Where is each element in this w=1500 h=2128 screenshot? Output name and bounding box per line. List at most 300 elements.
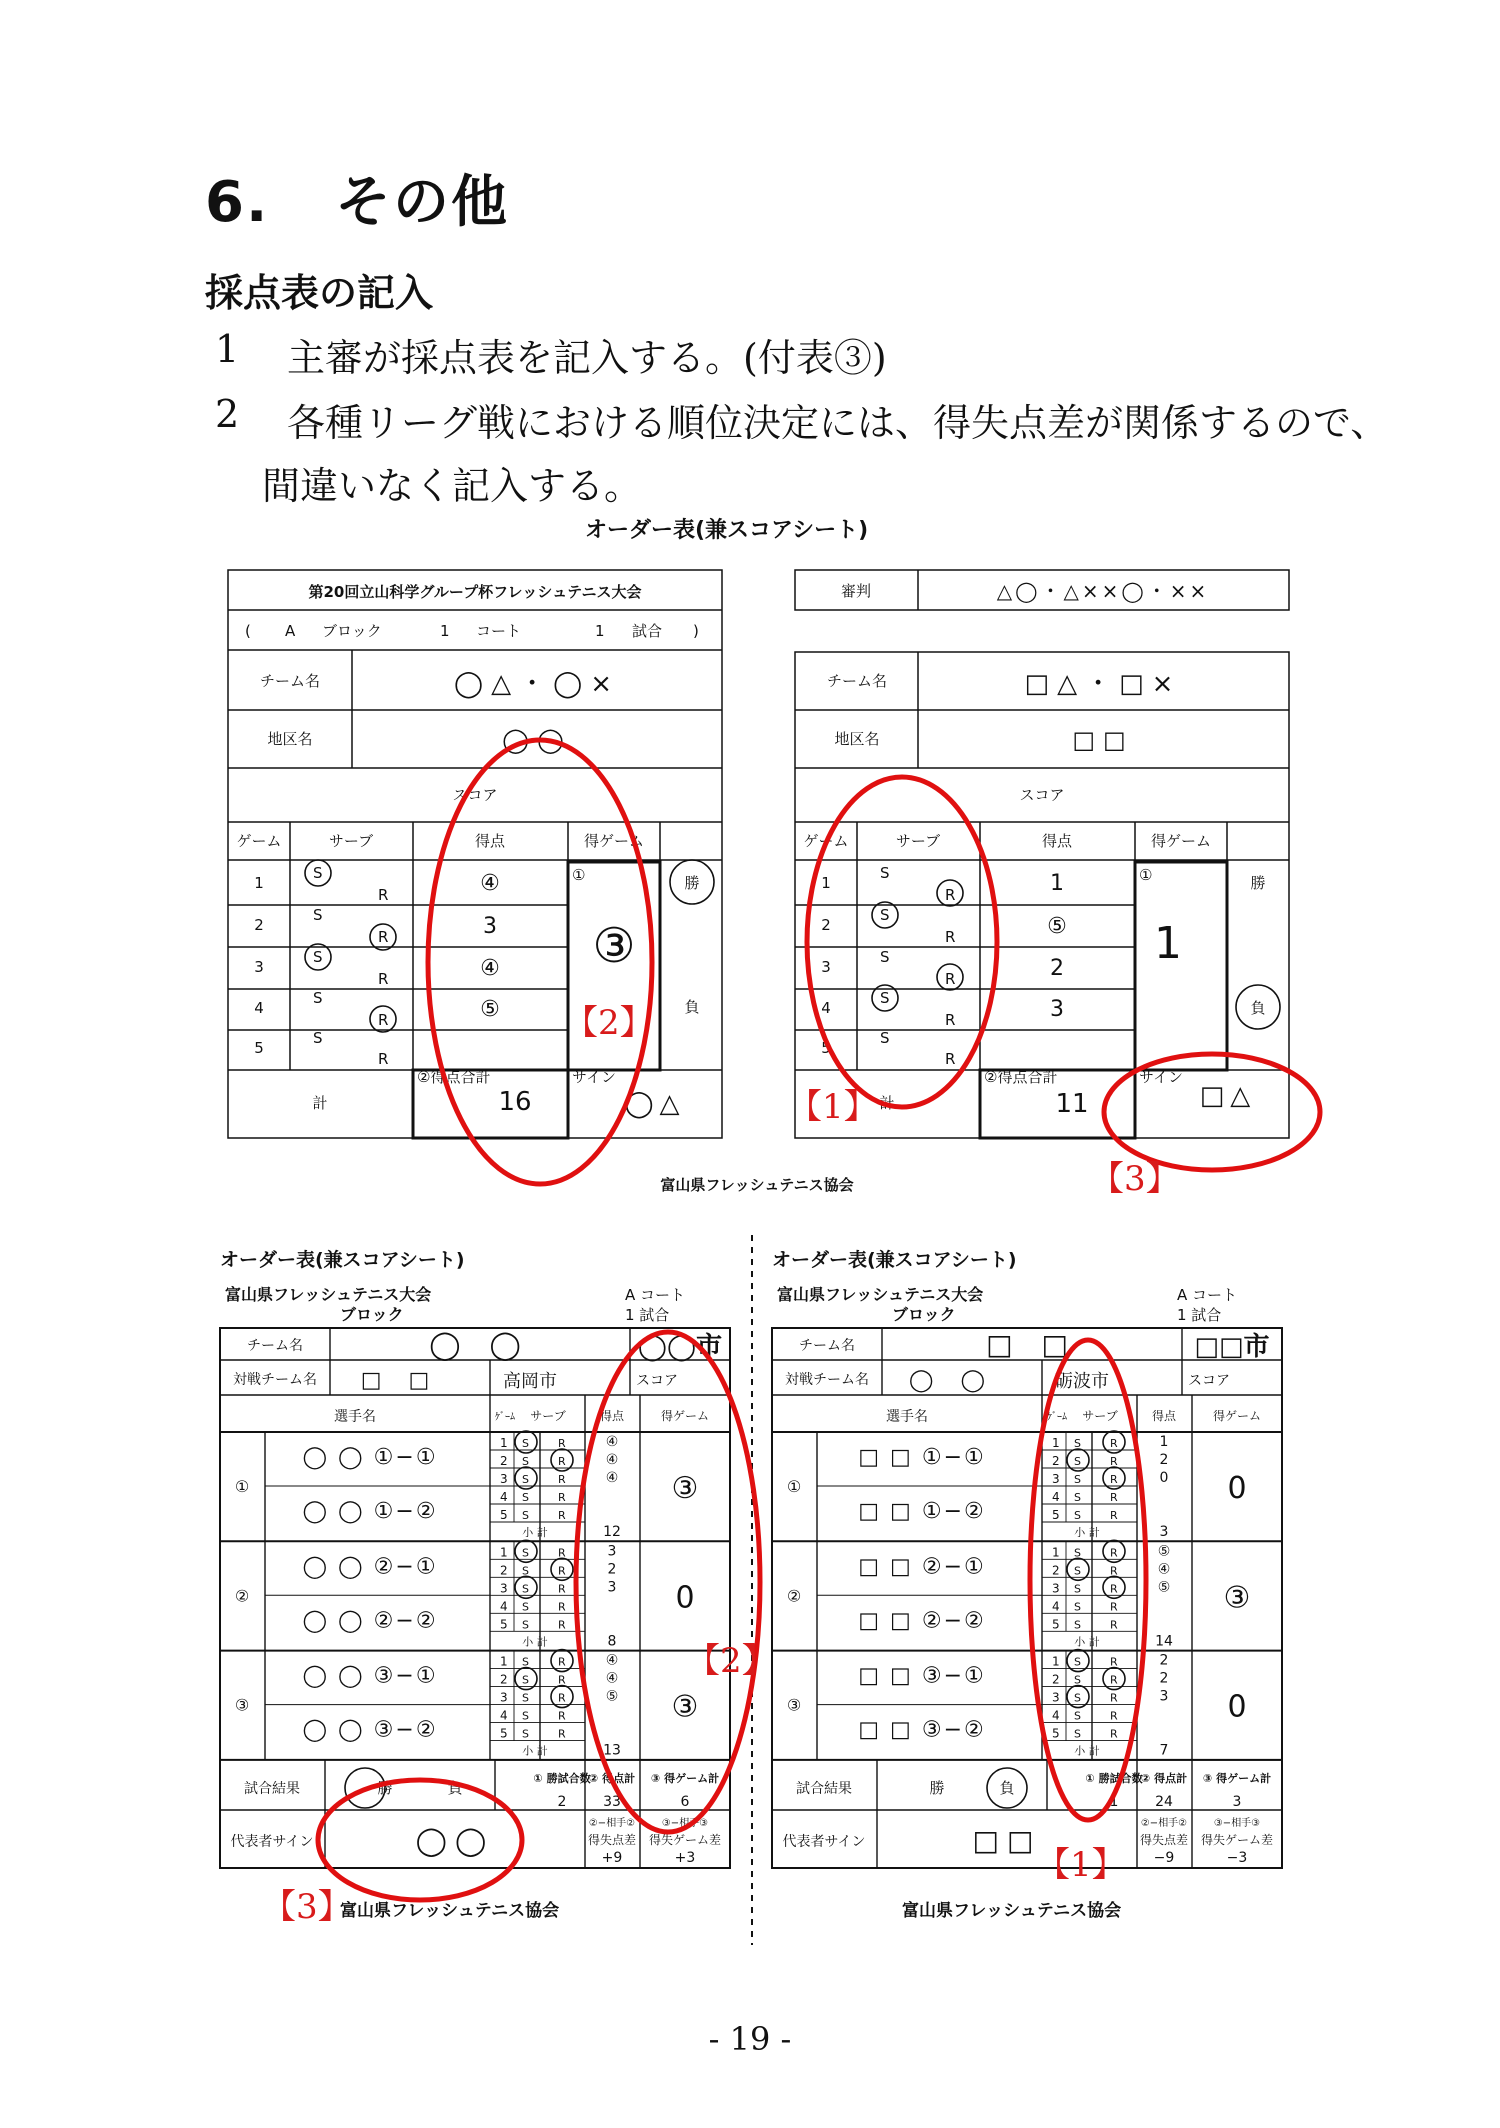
subtotal-label: 小 計	[522, 1744, 548, 1758]
point-value: ④	[605, 1434, 619, 1450]
game-number: 2	[821, 916, 831, 934]
serve-s: S	[1074, 1509, 1081, 1522]
serve-r: R	[1110, 1618, 1118, 1632]
left-region: ◯◯	[502, 726, 572, 754]
game-number: 1	[1052, 1436, 1060, 1450]
serve-s: S	[1074, 1437, 1081, 1450]
subtotal-value: 8	[607, 1633, 617, 1650]
total-label: 計	[879, 1094, 895, 1112]
serve-r: R	[945, 1011, 956, 1029]
point-value: 1	[1050, 871, 1064, 896]
point-value: ④	[605, 1452, 619, 1468]
item-2-text: 各種リーグ戦における順位決定には、得失点差が関係するので、	[287, 401, 1389, 445]
serve-r: R	[1110, 1455, 1118, 1468]
game-number: 2	[1052, 1563, 1060, 1578]
game-number: 4	[1052, 1599, 1060, 1614]
item-2-number: 2	[215, 392, 240, 436]
col-serve: サーブ	[530, 1409, 566, 1423]
game-number: 5	[1052, 1726, 1060, 1741]
game-number: 5	[821, 1039, 831, 1057]
serve-r: R	[558, 1546, 566, 1560]
wins-value: 1	[1109, 1794, 1119, 1810]
game-number: 3	[500, 1581, 508, 1596]
subtotal-label: 小 計	[1074, 1526, 1100, 1539]
serve-r: R	[945, 970, 956, 988]
serve-r: R	[558, 1691, 566, 1705]
opponent-city: 高岡市	[503, 1371, 557, 1392]
player-name: □ □ ②−②	[858, 1608, 986, 1634]
game-number: 3	[254, 958, 264, 976]
serve-r: R	[558, 1582, 566, 1596]
serve-s: S	[880, 948, 890, 966]
game-number: 1	[500, 1545, 508, 1560]
lose-label: 負	[999, 1779, 1015, 1797]
serve-s: S	[522, 1509, 529, 1522]
right-sign: □△	[1199, 1081, 1257, 1111]
game-number: 1	[1052, 1654, 1060, 1669]
game-number: 4	[500, 1490, 508, 1504]
subtotal-label: 小 計	[1074, 1744, 1100, 1758]
subtotal-value: 13	[603, 1742, 621, 1759]
point-value: 2	[1159, 1670, 1169, 1687]
item-2-text-cont: 間違いなく記入する。	[262, 464, 643, 508]
court-number: 1	[440, 622, 450, 640]
player-name: ◯ ◯ ③−①	[302, 1663, 438, 1689]
serve-r: R	[558, 1509, 566, 1522]
opponent-label: 対戦チーム名	[785, 1372, 869, 1388]
game-number: 5	[500, 1508, 508, 1522]
serve-s: S	[313, 989, 323, 1007]
serve-s: S	[313, 864, 323, 882]
representative-label: 代表者サイン	[782, 1834, 866, 1850]
player-name: □ □ ③−①	[858, 1663, 986, 1689]
serve-r: R	[1110, 1600, 1118, 1614]
circled-one: ①	[1139, 866, 1153, 884]
serve-r: R	[1110, 1709, 1118, 1723]
diff-formula: ②−相手②	[1140, 1818, 1188, 1829]
team-name: □ □	[986, 1328, 1078, 1361]
team-label: チーム名	[826, 672, 888, 690]
col-serve: サーブ	[1082, 1409, 1118, 1423]
col-game: ゲーム	[236, 832, 282, 850]
left-sign: ◯△	[624, 1089, 686, 1119]
point-diff: −9	[1153, 1850, 1175, 1866]
games-won: 0	[1227, 1471, 1247, 1506]
team-label: チーム名	[247, 1338, 303, 1354]
serve-s: S	[1074, 1546, 1081, 1560]
sheet-caption: オーダー表(兼スコアシート)	[772, 1249, 1017, 1271]
serve-r: R	[1110, 1727, 1118, 1741]
serve-s: S	[1074, 1691, 1081, 1705]
item-1-number: 1	[215, 327, 240, 371]
win-label: 勝	[929, 1779, 945, 1797]
col-game: ｹﾞｰﾑ	[1047, 1412, 1067, 1423]
serve-r: R	[378, 1011, 389, 1029]
serve-s: S	[1074, 1655, 1081, 1669]
referee-value: △◯・△××◯・××	[996, 579, 1210, 603]
section-number: 6.	[205, 170, 270, 235]
annotation-label-2: 【2】	[564, 1003, 654, 1043]
games-header: ③ 得ゲーム計	[1202, 1772, 1272, 1785]
score-label: スコア	[1019, 786, 1065, 804]
game-number: 5	[1052, 1617, 1060, 1632]
wins-value: 2	[557, 1794, 567, 1810]
point-value: ④	[1157, 1561, 1171, 1578]
point-value: ④	[480, 871, 500, 896]
game-number: 3	[821, 958, 831, 976]
serve-r: R	[1110, 1437, 1118, 1450]
serve-r: R	[1110, 1564, 1118, 1578]
serve-s: S	[313, 948, 323, 966]
game-number: 2	[500, 1454, 508, 1468]
serve-r: R	[558, 1727, 566, 1741]
pair-number: ③	[786, 1695, 802, 1715]
serve-s: S	[1074, 1491, 1081, 1504]
item-1-text: 主審が採点表を記入する。(付表③)	[287, 336, 887, 380]
subtotal-value: 12	[603, 1524, 621, 1540]
annotation-label-3: 【3】	[1090, 1159, 1180, 1199]
points-value: 33	[603, 1794, 621, 1810]
points-total-label: ②得点合計	[984, 1068, 1058, 1086]
game-number: 1	[500, 1436, 508, 1450]
game-number: 4	[254, 999, 264, 1017]
serve-s: S	[522, 1491, 529, 1504]
subtotal-value: 3	[1159, 1524, 1169, 1540]
serve-r: R	[558, 1709, 566, 1723]
block-close: )	[693, 622, 699, 640]
serve-s: S	[880, 864, 890, 882]
top-left-sheet	[228, 570, 722, 1138]
player-name: □ □ ②−①	[858, 1554, 986, 1580]
points-header: ② 得点計	[1140, 1772, 1188, 1785]
point-value: 3	[1159, 1688, 1169, 1705]
top-footer: 富山県フレッシュテニス協会	[660, 1176, 854, 1194]
serve-s: S	[1074, 1727, 1081, 1741]
opponent-city: 砺波市	[1055, 1371, 1109, 1392]
games-header: ③ 得ゲーム計	[650, 1772, 720, 1785]
games-won: 0	[1227, 1689, 1247, 1725]
games-value: 3	[1232, 1794, 1242, 1810]
region-label: 地区名	[834, 730, 880, 748]
court-label: A コート	[625, 1286, 686, 1304]
opponent-name: ◯ ◯	[908, 1368, 996, 1393]
result-label: 試合結果	[796, 1781, 852, 1797]
game-number: 1	[1052, 1545, 1060, 1560]
serve-s: S	[522, 1455, 529, 1468]
point-value: ⑤	[1047, 914, 1067, 939]
right-game-rows	[821, 864, 1067, 1068]
game-number: 1	[821, 874, 831, 892]
serve-s: S	[522, 1437, 529, 1450]
sheet-caption: オーダー表(兼スコアシート)	[220, 1249, 465, 1271]
point-value: ⑤	[1157, 1579, 1171, 1596]
serve-s: S	[1074, 1600, 1081, 1614]
right-team-name: □△・□×	[1024, 669, 1182, 699]
col-games-won: 得ゲーム	[1150, 832, 1212, 850]
player-name: □ □ ③−②	[858, 1717, 986, 1743]
win-label: 勝	[377, 1779, 393, 1797]
serve-r: R	[558, 1473, 566, 1486]
page-number: - 19 -	[708, 2020, 792, 2058]
game-diff-label: 得失ゲーム差	[1200, 1833, 1274, 1847]
game-diff: −3	[1226, 1850, 1248, 1866]
col-game: ｹﾞｰﾑ	[495, 1412, 515, 1423]
point-value: 2	[1159, 1652, 1169, 1669]
serve-s: S	[522, 1582, 529, 1596]
game-number: 4	[821, 999, 831, 1017]
subtotal-label: 小 計	[522, 1526, 548, 1539]
subtotal-label: 小 計	[522, 1635, 548, 1649]
opponent-name: □ □	[360, 1368, 440, 1393]
section-title: その他	[335, 170, 509, 235]
game-number: 2	[254, 916, 264, 934]
right-games-won: 1	[1154, 918, 1182, 969]
serve-r: R	[945, 886, 956, 904]
block-letter: A	[285, 622, 296, 640]
serve-r: R	[945, 928, 956, 946]
subtotal-value: 14	[1155, 1633, 1173, 1650]
point-value: 3	[483, 914, 497, 939]
representative-label: 代表者サイン	[230, 1834, 314, 1850]
diff-formula: ③−相手③	[661, 1818, 709, 1829]
serve-s: S	[1074, 1582, 1081, 1596]
referee-label: 審判	[840, 582, 872, 600]
player-name: ◯ ◯ ②−①	[302, 1554, 438, 1580]
match-label: 1 試合	[625, 1306, 670, 1324]
games-won: ③	[1223, 1580, 1251, 1616]
right-region: □□	[1072, 726, 1134, 754]
serve-r: R	[558, 1600, 566, 1614]
points-header: ② 得点計	[588, 1772, 636, 1785]
col-points: 得点	[1151, 1409, 1177, 1423]
game-number: 3	[500, 1472, 508, 1486]
point-value: ⑤	[1157, 1543, 1171, 1560]
serve-r: R	[558, 1655, 566, 1669]
player-name: ◯ ◯ ①−①	[302, 1445, 438, 1470]
games-won: ③	[671, 1471, 699, 1506]
points-value: 24	[1155, 1794, 1173, 1810]
player-name: ◯ ◯ ③−②	[302, 1717, 438, 1743]
annotation-ring	[807, 777, 997, 1107]
serve-s: S	[1074, 1564, 1081, 1578]
col-games-won: 得ゲーム	[583, 832, 645, 850]
representative-sign: ◯◯	[415, 1824, 495, 1857]
col-points: 得点	[599, 1409, 625, 1423]
games-value: 6	[680, 1794, 690, 1810]
result-label: 試合結果	[244, 1781, 300, 1797]
top-title: 第20回立山科学グループ杯フレッシュテニス大会	[308, 583, 642, 601]
diff-formula: ③−相手③	[1213, 1818, 1261, 1829]
game-number: 5	[1052, 1508, 1060, 1522]
serve-s: S	[522, 1655, 529, 1669]
bottom-left-sheet	[220, 1248, 730, 1921]
left-games-won: ③	[592, 918, 636, 974]
subtotal-label: 小 計	[1074, 1635, 1100, 1649]
serve-s: S	[522, 1546, 529, 1560]
point-value: ④	[605, 1652, 619, 1669]
player-label: 選手名	[334, 1409, 376, 1425]
player-name: ◯ ◯ ②−②	[302, 1608, 438, 1634]
total-label: 計	[312, 1094, 328, 1112]
tournament-name: 富山県フレッシュテニス大会	[225, 1285, 432, 1304]
point-value: ⑤	[480, 997, 500, 1022]
serve-s: S	[1074, 1473, 1081, 1486]
col-games: 得ゲーム	[660, 1409, 710, 1423]
pair-number: ②	[786, 1586, 802, 1606]
serve-s: S	[1074, 1673, 1081, 1687]
point-value: ④	[480, 956, 500, 981]
game-number: 4	[500, 1599, 508, 1614]
serve-r: R	[1110, 1655, 1118, 1669]
score-label: スコア	[636, 1373, 678, 1389]
serve-s: S	[1074, 1709, 1081, 1723]
serve-s: S	[522, 1709, 529, 1723]
block-label: ブロック	[892, 1305, 956, 1324]
serve-r: R	[558, 1564, 566, 1578]
point-value: 2	[1159, 1452, 1169, 1468]
point-diff-label: 得失点差	[1139, 1833, 1189, 1847]
team-label: チーム名	[799, 1338, 855, 1354]
game-diff: +3	[674, 1850, 696, 1866]
team-city: ◯◯市	[637, 1332, 723, 1362]
game-number: 3	[1052, 1690, 1060, 1705]
serve-r: R	[558, 1673, 566, 1687]
block-open: (	[245, 622, 251, 640]
points-total-label: ②得点合計	[417, 1068, 491, 1086]
serve-s: S	[313, 906, 323, 924]
subheading: 採点表の記入	[205, 271, 434, 315]
serve-s: S	[880, 989, 890, 1007]
right-points-total: 11	[1055, 1089, 1089, 1119]
game-number: 3	[500, 1690, 508, 1705]
game-number: 3	[1052, 1472, 1060, 1486]
team-label: チーム名	[259, 672, 321, 690]
game-number: 4	[1052, 1708, 1060, 1723]
game-number: 1	[500, 1654, 508, 1669]
serve-r: R	[1110, 1509, 1118, 1522]
serve-s: S	[522, 1564, 529, 1578]
wins-header: ① 勝試合数	[533, 1772, 591, 1785]
wins-header: ① 勝試合数	[1085, 1772, 1143, 1785]
tournament-name: 富山県フレッシュテニス大会	[777, 1285, 984, 1304]
pair-number: ③	[234, 1695, 250, 1715]
annotation-ring	[576, 1332, 760, 1832]
annotation-label-2: 【2】	[686, 1641, 776, 1681]
serve-r: R	[378, 928, 389, 946]
court-label: コート	[476, 622, 522, 640]
game-number: 2	[500, 1563, 508, 1578]
serve-r: R	[1110, 1582, 1118, 1596]
serve-s: S	[522, 1600, 529, 1614]
serve-s: S	[522, 1727, 529, 1741]
game-number: 2	[1052, 1672, 1060, 1687]
player-label: 選手名	[886, 1409, 928, 1425]
games-won: 0	[675, 1580, 695, 1616]
top-caption: オーダー表(兼スコアシート)	[585, 518, 869, 543]
point-value: 3	[607, 1579, 617, 1596]
region-label: 地区名	[267, 730, 313, 748]
serve-r: R	[1110, 1673, 1118, 1687]
diff-formula: ②−相手②	[588, 1818, 636, 1829]
game-number: 3	[1052, 1581, 1060, 1596]
player-name: ◯ ◯ ①−②	[302, 1499, 438, 1524]
serve-r: R	[1110, 1691, 1118, 1705]
col-serve: サーブ	[895, 832, 941, 850]
serve-r: R	[558, 1455, 566, 1468]
annotation-label-1: 【1】	[1036, 1845, 1126, 1885]
sign-label: サイン	[1139, 1068, 1183, 1086]
sheet-footer: 富山県フレッシュテニス協会	[340, 1901, 560, 1921]
serve-r: R	[378, 970, 389, 988]
block-label: ブロック	[340, 1305, 404, 1324]
serve-s: S	[522, 1691, 529, 1705]
pair-number: ②	[234, 1586, 250, 1606]
match-label: 1 試合	[1177, 1306, 1222, 1324]
game-number: 4	[1052, 1490, 1060, 1504]
opponent-label: 対戦チーム名	[233, 1372, 317, 1388]
sign-label: サイン	[572, 1068, 616, 1086]
point-value: 3	[1050, 997, 1064, 1022]
serve-r: R	[378, 886, 389, 904]
serve-r: R	[558, 1618, 566, 1632]
serve-r: R	[558, 1491, 566, 1504]
point-value: ⑤	[605, 1688, 619, 1705]
col-games: 得ゲーム	[1212, 1409, 1262, 1423]
game-number: 5	[254, 1039, 264, 1057]
col-game: ゲーム	[803, 832, 849, 850]
point-diff-label: 得失点差	[587, 1833, 637, 1847]
serve-s: S	[880, 906, 890, 924]
point-value: 1	[1159, 1434, 1169, 1450]
score-label: スコア	[452, 786, 498, 804]
win-label: 勝	[1250, 874, 1266, 892]
game-number: 4	[500, 1708, 508, 1723]
serve-s: S	[522, 1618, 529, 1632]
serve-r: R	[1110, 1491, 1118, 1504]
lose-label: 負	[447, 1779, 463, 1797]
left-team-name: ◯△・◯×	[454, 669, 620, 699]
left-points-total: 16	[498, 1087, 532, 1117]
game-number: 5	[500, 1617, 508, 1632]
game-diff-label: 得失ゲーム差	[648, 1833, 722, 1847]
lose-label: 負	[1250, 999, 1266, 1017]
match-label: 試合	[632, 622, 663, 640]
point-value: ④	[605, 1670, 619, 1687]
subtotal-value: 7	[1159, 1742, 1169, 1759]
serve-s: S	[1074, 1455, 1081, 1468]
sheet-footer: 富山県フレッシュテニス協会	[902, 1901, 1122, 1921]
block-label: ブロック	[322, 622, 382, 640]
point-diff: +9	[601, 1850, 623, 1866]
score-label: スコア	[1188, 1373, 1230, 1389]
point-value: ④	[605, 1470, 619, 1486]
point-value: 2	[1050, 956, 1064, 981]
serve-r: R	[558, 1437, 566, 1450]
team-name: ◯ ◯	[429, 1328, 531, 1361]
col-points: 得点	[474, 832, 506, 850]
serve-r: R	[1110, 1546, 1118, 1560]
point-value: 3	[607, 1543, 617, 1560]
game-number: 1	[254, 874, 264, 892]
serve-r: R	[1110, 1473, 1118, 1486]
serve-r: R	[945, 1050, 956, 1068]
serve-s: S	[522, 1673, 529, 1687]
player-name: □ □ ①−②	[858, 1499, 986, 1524]
match-number: 1	[595, 622, 605, 640]
court-label: A コート	[1177, 1286, 1238, 1304]
serve-s: S	[522, 1473, 529, 1486]
serve-r: R	[378, 1050, 389, 1068]
